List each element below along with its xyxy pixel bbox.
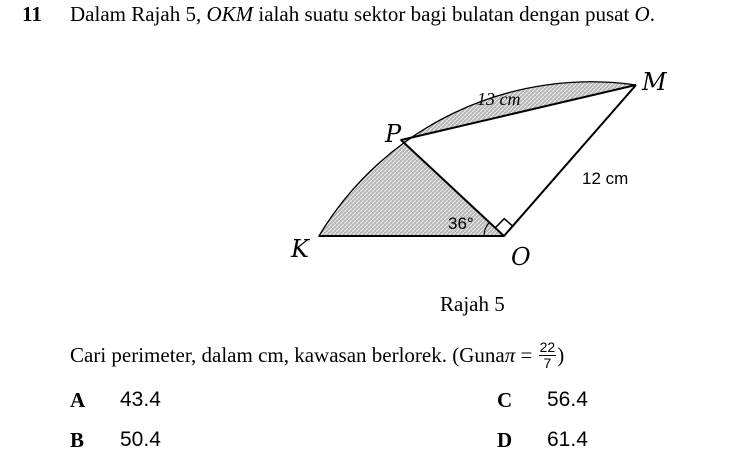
option-c-value: 56.4 [547, 388, 588, 411]
option-b-letter: B [70, 428, 85, 452]
option-b-value: 50.4 [120, 428, 161, 451]
angle-label: 36° [448, 214, 474, 233]
question-number: 11 [22, 2, 42, 26]
fraction-denominator: 7 [543, 355, 552, 371]
fraction-numerator: 22 [539, 339, 556, 355]
figure-caption: Rajah 5 [440, 292, 505, 316]
pi-fraction [539, 340, 557, 371]
option-a-letter: A [70, 388, 86, 412]
right-angle-marker [495, 219, 513, 228]
question-text-end: . [649, 2, 655, 26]
task-text [70, 340, 564, 371]
question-text-middle: ialah suatu sektor bagi bulatan dengan pusat [253, 2, 635, 26]
label-P: P [385, 120, 402, 148]
length-PM-label: 13 cm [477, 89, 521, 109]
sector-name: OKM [206, 2, 254, 26]
option-a-value: 43.4 [120, 388, 161, 411]
equals-sign: = [515, 343, 538, 367]
option-b[interactable] [70, 428, 161, 453]
pi-symbol: π [504, 343, 516, 367]
label-O: O [511, 243, 531, 271]
option-d-letter: D [497, 428, 513, 452]
question-text-start: Dalam Rajah 5, [70, 2, 207, 26]
center-name: O [634, 2, 650, 26]
label-K: K [291, 235, 309, 263]
length-OM-label: 12 cm [582, 169, 629, 188]
option-c-letter: C [497, 388, 513, 412]
option-a[interactable] [70, 388, 161, 413]
option-d[interactable] [497, 428, 588, 453]
task-close-paren: ) [557, 343, 565, 367]
task-instruction: Cari perimeter, dalam cm, kawasan berlorek. (Guna [70, 343, 505, 367]
label-M: M [642, 68, 667, 96]
option-d-value: 61.4 [547, 428, 588, 451]
option-c[interactable] [497, 388, 588, 413]
